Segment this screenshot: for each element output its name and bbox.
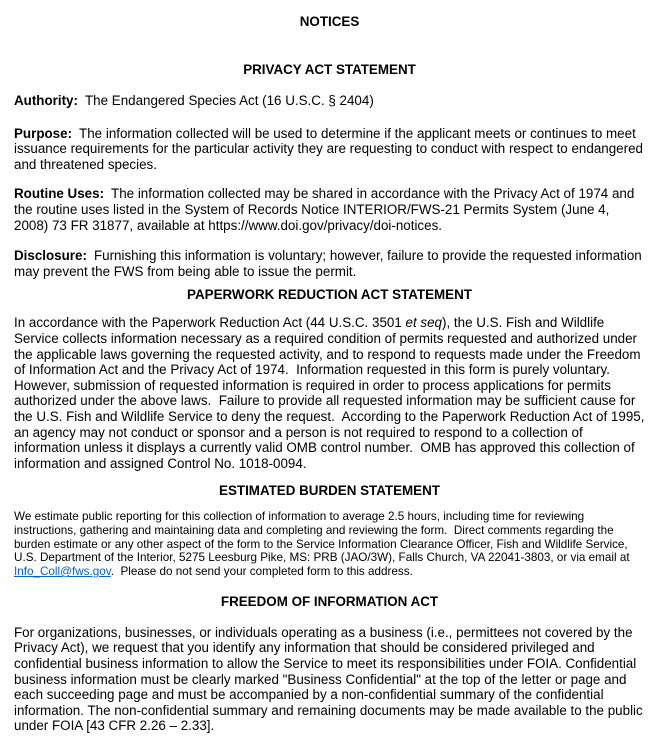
burden-paragraph [14,510,645,579]
estimated-burden-heading: ESTIMATED BURDEN STATEMENT [219,483,440,499]
paperwork-text-after-italic: ), the U.S. Fish and Wildlife Service collects information necessary as a required condition of permits requested and authorized under the applicable laws governing the requested activity, and to respond to requests made under the Freedom of Information Act and the Privacy Act of 1974. Information requested in this form is purely voluntary. However, submission of requested information is required in order to process applications for permits authorized under the above laws. Failure to provide all requested information may be sufficient cause for the U.S. Fish and Wildlife Service to deny the request. According to the Paperwork Reduction Act of 1995, an agency may not conduct or sponsor and a person is not required to respond to a collection of information unless it displays a currently valid OMB control number. OMB has approved this collection of information and assigned Control No. 1018-0094. [14,315,649,471]
burden-email-link[interactable]: Info_Coll@fws.gov [14,565,111,579]
purpose-text: The information collected will be used to determine if the applicant meets or continues to meet issuance requirements for the particular activity they are requesting to conduct with respect to endangered and threatened species. [14,125,647,172]
foia-text: For organizations, businesses, or individuals operating as a business (i.e., permittees not covered by the Privacy Act), we request that you identify any information that should be considered privileged and confidential business information to allow the Service to meet its responsibilities under FOIA. Confidential business information must be clearly marked "Business Confidential" at the top of the letter or page and each succeeding page and must be accompanied by a non-confidential summary of the confidential information. The non-confidential summary and remaining documents may be made available to the public under FOIA [43 CFR 2.26 – 2.33]. [14,624,647,734]
privacy-act-heading: PRIVACY ACT STATEMENT [243,62,416,77]
disclosure-paragraph [14,248,645,279]
burden-text-before-link: We estimate public reporting for this collection of information to average 2.5 hours, including time for reviewing instructions, gathering and maintaining data and completing and reviewing the form. Direct comments regarding the burden estimate or any other aspect of the form to the Service Information Clearance Officer, Fish and Wildlife Service, U.S. Department of the Interior, 5275 Leesburg Pike, MS: PRB (JAO/3W), Falls Church, VA 22041-3803, or via email at [14,510,633,565]
authority-label: Authority: [14,93,78,108]
purpose-paragraph [14,126,645,173]
routine-uses-paragraph [14,186,645,233]
paperwork-text-before-italic: In accordance with the Paperwork Reduction Act (44 U.S.C. 3501 [14,315,406,331]
purpose-label: Purpose: [14,125,73,141]
routine-uses-label: Routine Uses: [14,186,105,202]
routine-uses-text: The information collected may be shared in accordance with the Privacy Act of 1974 and the routine uses listed in the System of Records Notice INTERIOR/FWS-21 Permits System (June 4, 2008) 73 FR 31877, available at https://www.doi.gov/privacy/doi-notices. [14,186,639,233]
page-title: NOTICES [299,14,360,29]
paperwork-reduction-heading: PAPERWORK REDUCTION ACT STATEMENT [187,287,472,303]
paperwork-paragraph [14,315,649,471]
foia-paragraph [14,625,645,734]
disclosure-text: Furnishing this information is voluntary; however, failure to provide the requested information may prevent the FWS from being able to issue the permit. [14,248,646,279]
disclosure-label: Disclosure: [14,248,87,264]
authority-paragraph [14,93,645,109]
authority-text: The Endangered Species Act (16 U.S.C. § 2404) [84,93,374,108]
paperwork-italic-text: et seq [405,315,442,331]
foia-heading: FREEDOM OF INFORMATION ACT [220,593,439,609]
burden-text-after-link: . Please do not send your completed form to this address. [110,565,413,579]
